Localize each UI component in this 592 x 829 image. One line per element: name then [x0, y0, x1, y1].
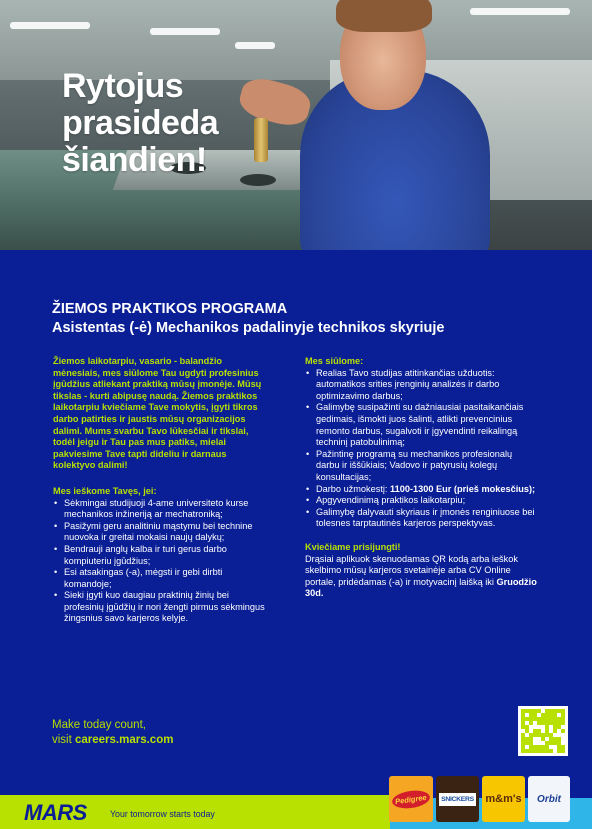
- program-title: ŽIEMOS PRAKTIKOS PROGRAMA: [52, 301, 288, 317]
- list-item: • Pasižymi geru analitiniu mąstymu bei technine nuovoka ir greitai mokaisi naujų dalykų;: [53, 521, 268, 544]
- join-text: Drąsiai aplikuok skenuodamas QR kodą arba ieškok skelbimo mūsų karjeros svetainėje arba CV Online portale, pridėdamas (-a) ir motyvacinį laišką iki Gruodžio 30d.: [305, 553, 537, 599]
- headline: Rytojus prasideda šiandien!: [62, 67, 219, 179]
- list-item: • Realias Tavo studijas atitinkančias užduotis: automatikos srities įrenginių analizės ir darbo optimizavimo darbus;: [305, 368, 537, 403]
- list-item: • Pažintinę programą su mechanikos profesionalų darbu ir iššūkiais; Vadovo ir patyrusių kolegų konsultacijas;: [305, 449, 537, 484]
- snickers-logo: SNICKERS: [436, 776, 479, 822]
- list-item: • Sieki įgyti kuo daugiau praktinių žinių bei profesinių įgūdžių ir nori žengti pirmus sėkmingus žingsnius savo karjeros kelyje.: [53, 590, 268, 625]
- list-item: • Galimybę dalyvauti skyriaus ir įmonės renginiuose bei tolesnes tarptautinės karjeros perspektyvas.: [305, 507, 537, 530]
- salary-item: • Darbo užmokestį: 1100-1300 Eur (prieš mokesčius);: [305, 484, 537, 496]
- salary-value: 1100-1300 Eur (prieš mokesčius);: [390, 483, 536, 494]
- list-item: • Bendrauji anglų kalba ir turi gerus darbo kompiuteriu įgūdžius;: [53, 544, 268, 567]
- qr-code[interactable]: [518, 706, 568, 756]
- offer-heading: Mes siūlome:: [305, 356, 364, 366]
- intro-text: Žiemos laikotarpiu, vasario - balandžio mėnesiais, mes siūlome Tau ugdyti profesinius įgūdžius atliekant praktiką mūsų įmonėje. Mūsų tikslas - kurti abipusę naudą. Žiemos praktikos laikotarpiu kviečiame Tave mokytis, įgyti tikros darbo patirties ir jaustis mūsų organizacijos dalimi. Mums svarbu Tavo lūkesčiai ir tikslai, todėl jeigu ir Tau pas mus patiks, mielai pakviesime Tave tapti dideliu ir darnaus kolektyvo dalimi!: [53, 356, 262, 471]
- list-item: • Apgyvendinimą praktikos laikotarpiu;: [305, 495, 537, 507]
- right-column: [305, 356, 537, 600]
- pedigree-logo: Pedigree: [389, 776, 433, 822]
- careers-link[interactable]: careers.mars.com: [75, 734, 174, 746]
- list-item: • Galimybę susipažinti su dažniausiai pasitaikančiais gedimais, išmokti juos šalinti, atlikti prevencinius remonto darbus, sugalvoti ir įgyvendinti reikalingą techninį patobulinimą;: [305, 402, 537, 448]
- mms-logo: m&m's: [482, 776, 525, 822]
- list-item: • Esi atsakingas (-a), mėgsti ir gebi dirbti komandoje;: [53, 567, 268, 590]
- call-to-action: Make today count, visit careers.mars.com: [52, 719, 174, 746]
- mars-logo: MARS: [24, 800, 87, 825]
- seeking-list: [53, 498, 268, 626]
- offer-list: [305, 368, 537, 530]
- program-subtitle: Asistentas (-ė) Mechanikos padalinyje technikos skyriuje: [52, 320, 445, 336]
- join-heading: Kviečiame prisijungti!: [305, 541, 401, 552]
- seeking-heading: Mes ieškome Tavęs, jei:: [53, 485, 157, 496]
- orbit-logo: Orbit: [528, 776, 570, 822]
- deadline: Gruodžio 30d.: [305, 576, 537, 599]
- list-item: • Sėkmingai studijuoji 4-ame universiteto kurse mechanikos inžineriją ar mechatroniką;: [53, 498, 268, 521]
- left-column: [53, 356, 268, 625]
- tagline: Your tomorrow starts today: [110, 809, 215, 819]
